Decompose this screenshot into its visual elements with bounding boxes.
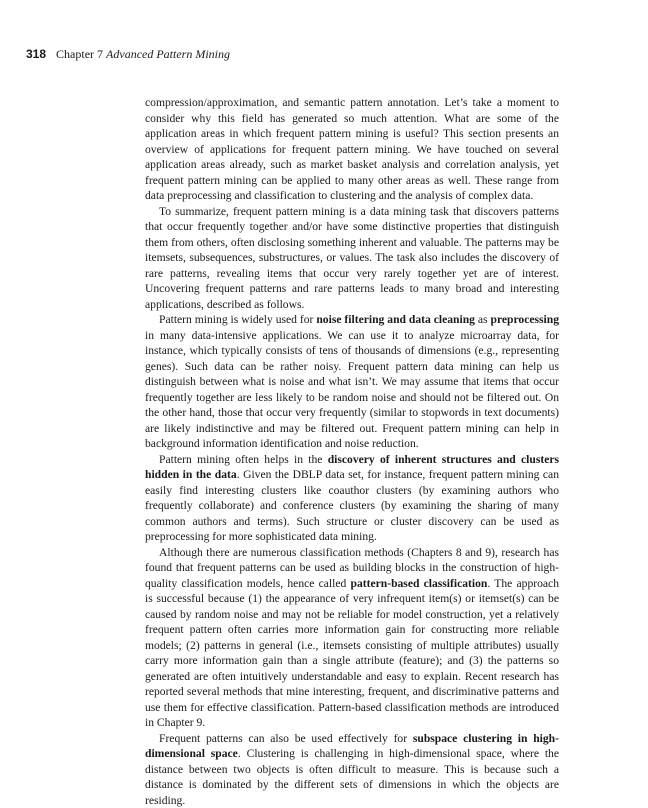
bold-term-noise-filtering: noise filtering and data cleaning xyxy=(316,313,475,326)
paragraph-noise-filtering xyxy=(145,312,559,452)
text-run: . The approach is successful because (1) the appearance of very infrequent item(s) or itemset(s) can be caused by random noise and may not be reliable for model construction, yet a relatively frequent pattern often carries more information gain for constructing more reliable models; (2) patterns in general (i.e., itemsets consisting of multiple attributes) usually carry more information gain than a single attribute (feature); and (3) the patterns so generated are often intuitively understandable and easy to explain. Recent research has reported several methods that mine interesting, frequent, and discriminative patterns and use them for effective classification. Pattern-based classification methods are introduced in Chapter 9. xyxy=(145,577,559,730)
text-run: in many data-intensive applications. We can use it to analyze microarray data, for instance, which typically consists of tens of thousands of dimensions (e.g., representing genes). Such data can be rather noisy. Frequent pattern data mining can help us distinguish between what is noise and what isn’t. We may assume that items that occur frequently together are less likely to be random noise and should not be filtered out. On the other hand, those that occur very frequently (similar to stopwords in text documents) are likely indistinctive and may be filtered out. Frequent pattern mining can help in background information identification and noise reduction. xyxy=(145,329,559,451)
body-text xyxy=(145,95,559,808)
paragraph-continuation: compression/approximation, and semantic pattern annotation. Let’s take a moment to consider why this field has generated so much attention. What are some of the application areas in which frequent pattern mining is useful? This section presents an overview of applications for frequent pattern mining. We have touched on several application areas already, such as market basket analysis and correlation analysis, yet frequent pattern mining can be applied to many other areas as well. These range from data preprocessing and classification to clustering and the analysis of complex data. xyxy=(145,95,559,204)
paragraph-subspace-clustering xyxy=(145,731,559,808)
text-run: Pattern mining is widely used for xyxy=(159,313,316,326)
running-header xyxy=(26,47,230,62)
chapter-title: Advanced Pattern Mining xyxy=(106,47,230,61)
bold-term-preprocessing: preprocessing xyxy=(491,313,560,326)
paragraph-structure-discovery xyxy=(145,452,559,545)
bold-term-inherent-structures: discovery of inherent structures and clusters hidden in the data xyxy=(145,453,559,482)
text-run: as xyxy=(475,313,491,326)
paragraph-summary: To summarize, frequent pattern mining is a data mining task that discovers patterns that occur frequently together and/or have some distinctive properties that distinguish them from others, often disclosing something inherent and valuable. The patterns may be itemsets, subsequences, substructures, or values. The task also includes the discovery of rare patterns, revealing items that occur very rarely together yet are of interest. Uncovering frequent patterns and rare patterns leads to many broad and interesting applications, described as follows. xyxy=(145,204,559,313)
paragraph-classification xyxy=(145,545,559,731)
text-run: . Clustering is challenging in high-dimensional space, where the distance between two objects is often difficult to measure. This is because such a distance is dominated by the different sets of dimensions in which the objects are residing. xyxy=(145,747,559,807)
chapter-label: Chapter 7 xyxy=(56,47,103,61)
bold-term-subspace-clustering: subspace clustering in high-dimensional space xyxy=(145,732,559,761)
text-run: Although there are numerous classification methods (Chapters 8 and 9), research has found that frequent patterns can be used as building blocks in the construction of high-quality classification models, hence called xyxy=(145,546,559,590)
text-run: Frequent patterns can also be used effectively for xyxy=(159,732,413,745)
page-number: 318 xyxy=(26,47,46,61)
text-run: Pattern mining often helps in the xyxy=(159,453,328,466)
bold-term-pattern-based-classification: pattern-based classification xyxy=(351,577,488,590)
text-run: . Given the DBLP data set, for instance, frequent pattern mining can easily find interesting clusters like coauthor clusters (by examining authors who frequently collaborate) and conference clusters (by examining the sharing of many common authors and terms). Such structure or cluster discovery can be used as preprocessing for more sophisticated data mining. xyxy=(145,468,559,543)
